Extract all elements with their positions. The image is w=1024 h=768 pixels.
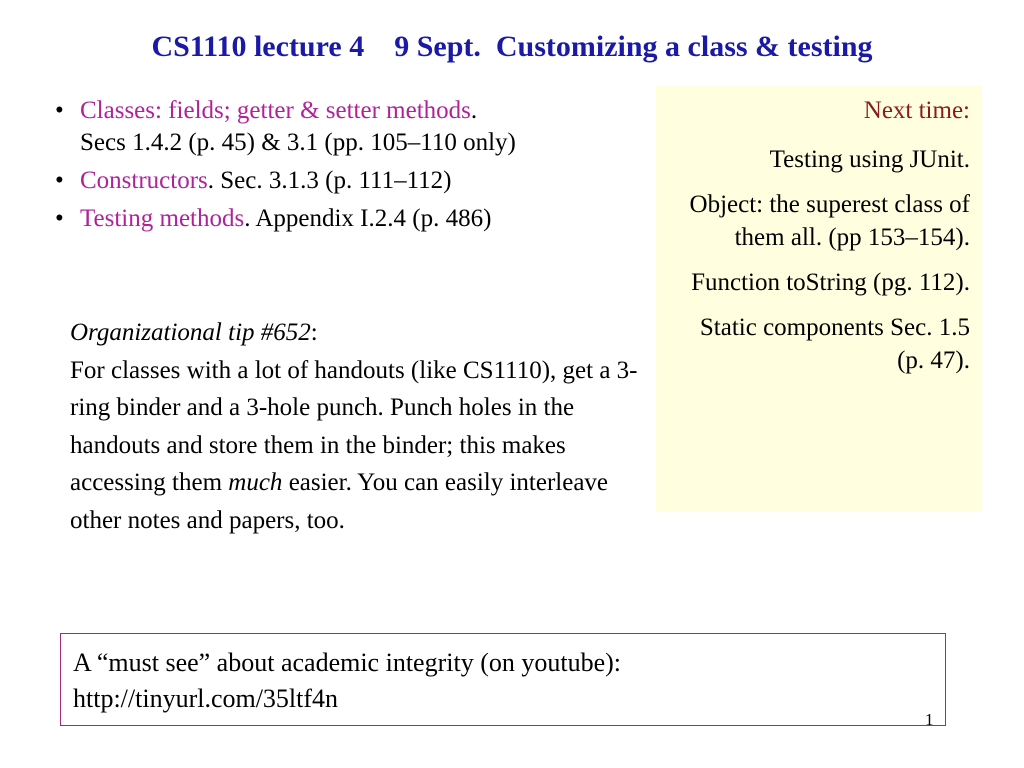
next-time-item: Function toString (pg. 112). bbox=[691, 269, 970, 296]
reading-list bbox=[55, 95, 645, 241]
bullet-item-classes bbox=[55, 95, 645, 159]
next-time-sidebar bbox=[656, 86, 982, 512]
page-number: 1 bbox=[925, 710, 934, 729]
bullet-after: . Sec. 3.1.3 (p. 111–112) bbox=[207, 167, 452, 194]
tip-heading: Organizational tip #652 bbox=[70, 319, 311, 346]
next-time-label: Next time: bbox=[863, 97, 970, 124]
bullet-item-constructors bbox=[55, 165, 645, 197]
bullet-glyph: • bbox=[55, 167, 64, 194]
bullet-after: . Appendix I.2.4 (p. 486) bbox=[244, 205, 492, 232]
bullet-after: . bbox=[470, 97, 478, 124]
bullet-detail: Secs 1.4.2 (p. 45) & 3.1 (pp. 105–110 only) bbox=[80, 129, 516, 156]
bullet-glyph: • bbox=[55, 97, 64, 124]
next-time-item: Testing using JUnit. bbox=[769, 146, 970, 173]
integrity-link[interactable]: http://tinyurl.com/35ltf4n bbox=[73, 684, 339, 713]
tip-emphasis: much bbox=[228, 469, 283, 496]
bullet-topic: Classes: fields; getter & setter methods bbox=[80, 97, 471, 124]
bullet-topic: Constructors bbox=[80, 167, 208, 194]
bullet-item-testing bbox=[55, 203, 645, 235]
integrity-box bbox=[60, 633, 946, 726]
bullet-glyph: • bbox=[55, 205, 64, 232]
tip-text-start: For classes with a lot of handouts (like CS1110), get a 3-ring binder and a 3-hole punch. Punch holes in the handouts and store them in the binder; this makes accessing them bbox=[70, 356, 638, 496]
integrity-text: A “must see” about academic integrity (on youtube): bbox=[73, 648, 621, 677]
tip-colon: : bbox=[310, 319, 318, 346]
next-time-item: Static components Sec. 1.5 (p. 47). bbox=[699, 314, 970, 374]
organizational-tip bbox=[70, 314, 650, 539]
next-time-item: Object: the superest class of them all. (pp 153–154). bbox=[689, 191, 970, 251]
bullet-topic: Testing methods bbox=[80, 205, 245, 232]
tip-text-end: easier. You can easily interleave other notes and papers, too. bbox=[70, 469, 609, 534]
slide-title: CS1110 lecture 4 9 Sept. Customizing a class & testing bbox=[151, 30, 873, 63]
